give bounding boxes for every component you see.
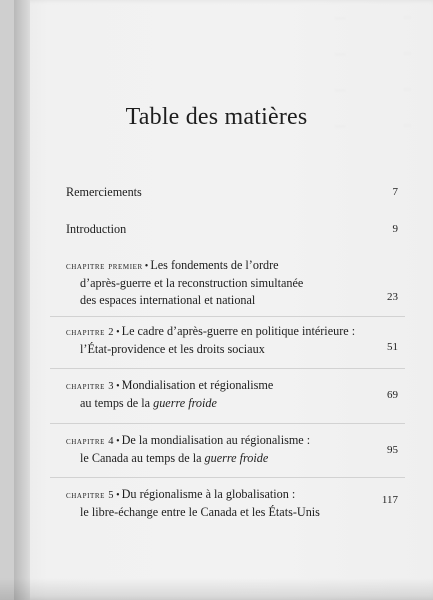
page-number: 23 — [387, 291, 398, 303]
toc-entry-introduction — [66, 221, 398, 238]
bullet-separator — [145, 258, 149, 272]
show-through-text: — ·· — ·· — ·· — ·· — [335, 12, 411, 132]
entry-title: Mondialisation et régionalisme — [121, 378, 274, 392]
entry-title-continued: au temps de la guerre froide — [80, 396, 217, 410]
entry-title: Le cadre d’après-guerre en politique intérieure : — [121, 324, 356, 338]
chapter-label: chapitre 5 — [66, 490, 115, 501]
chapter-label: chapitre 2 — [66, 327, 115, 338]
toc-entry-chapter-1 — [66, 257, 398, 309]
page-number: 117 — [381, 494, 398, 506]
toc-entry-chapter-3 — [66, 377, 398, 412]
chapter-label: chapitre 4 — [66, 436, 115, 447]
page-number: 51 — [387, 341, 398, 353]
bullet-separator — [116, 487, 120, 501]
page-title: Table des matières — [125, 104, 308, 130]
entry-title: Introduction — [66, 222, 127, 236]
bullet-separator — [116, 433, 120, 447]
divider — [50, 316, 405, 317]
page-gutter — [14, 0, 30, 600]
page-number: 69 — [387, 389, 398, 401]
chapter-label: chapitre premier — [66, 261, 143, 272]
page-number: 95 — [387, 444, 398, 456]
entry-title: Du régionalisme à la globalisation : — [121, 487, 296, 501]
chapter-label: chapitre 3 — [66, 381, 115, 392]
entry-title-continued: l’État-providence et les droits sociaux — [80, 342, 265, 356]
toc-entry-chapter-5 — [66, 486, 398, 521]
entry-title-continued: d’après-guerre et la reconstruction simultanée — [80, 276, 304, 290]
divider — [50, 477, 405, 478]
entry-title-continued: le libre-échange entre le Canada et les États-Unis — [80, 505, 320, 519]
toc-entry-remerciements — [66, 184, 398, 201]
divider — [50, 423, 405, 424]
bullet-separator — [116, 324, 120, 338]
entry-title: De la mondialisation au régionalisme : — [121, 433, 311, 447]
page-number: 7 — [392, 186, 398, 198]
entry-title: Les fondements de l’ordre — [150, 258, 279, 272]
entry-title-continued: des espaces international et national — [80, 293, 256, 307]
entry-title-continued: le Canada au temps de la guerre froide — [80, 451, 269, 465]
page-number: 9 — [392, 223, 398, 235]
bullet-separator — [116, 378, 120, 392]
divider — [50, 368, 405, 369]
entry-title: Remerciements — [66, 185, 142, 199]
toc-entry-chapter-4 — [66, 432, 398, 467]
page-edge-shadow — [0, 578, 433, 600]
toc-entry-chapter-2 — [66, 323, 398, 358]
